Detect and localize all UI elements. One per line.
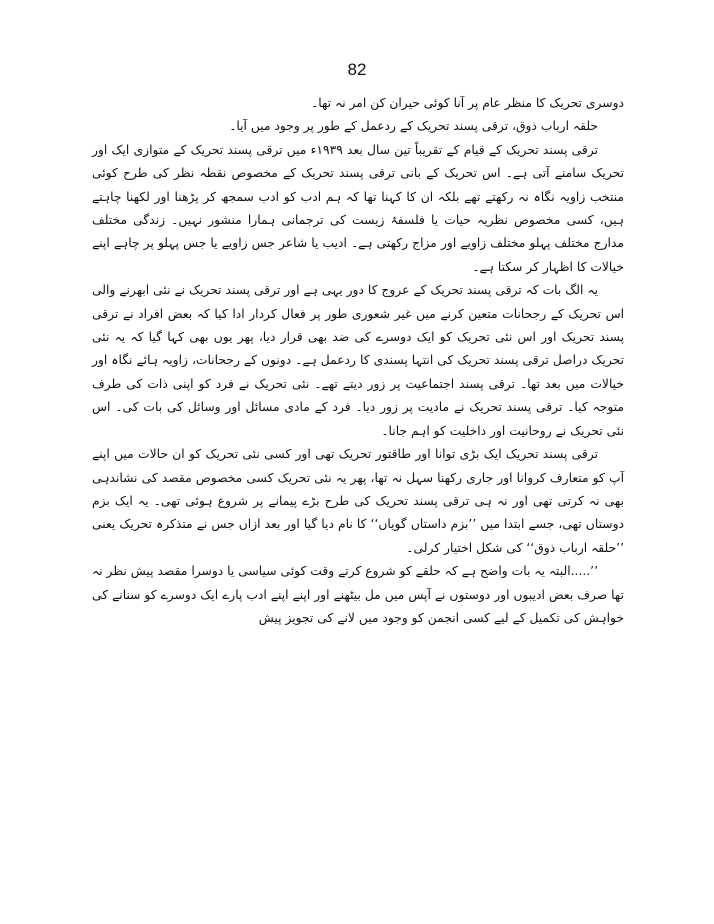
paragraph-2: حلقہ ارباب ذوق، ترقی پسند تحریک کے ردعمل کے طور پر وجود میں آیا۔ [229, 119, 598, 134]
paragraph-5: ترقی پسند تحریک ایک بڑی توانا اور طاقتور تحریک تھی اور کسی نئی تحریک کو ان حالات میں اپنے آپ کو متعارف کروانا اور جاری رکھنا سہل نہ تھا، پھر یہ نئی تحریک کسی مخصوص مقصد کی نشاندہی بھی نہ کرتی تھی اور نہ ہی ترقی پسند تحریک کی طرح بڑے پیمانے پر شروع ہوئی تھی۔ یہ ایک بزم دوستاں تھی، جسے ابتدا میں ’’بزم داستاں گویاں‘‘ کا نام دیا گیا اور بعد ازاں جس نے متذکرہ تحریک یعنی ’’حلقہ ارباب ذوق‘‘ کی شکل اختیار کرلی۔ [92, 447, 624, 555]
paragraph-6-quote: ’’.....البتہ یہ بات واضح ہے کہ حلقے کو شروع کرتے وقت کوئی سیاسی یا دوسرا مقصد پیش نظر نہ تھا صرف بعض ادیبوں اور دوستوں نے آپس میں مل بیٹھنے اور اپنے اپنے ادب پارے ایک دوسرے کو سنانے کی خواہش کی تکمیل کے لیے کسی انجمن کو وجود میں لانے کی تجویز پیش [92, 564, 624, 625]
body-text [92, 92, 624, 630]
paragraph-3: ترقی پسند تحریک کے قیام کے تقریباً تین سال بعد ۱۹۳۹ء میں ترقی پسند تحریک کے متوازی ایک اور تحریک سامنے آتی ہے۔ اس تحریک کے بانی ترقی پسند تحریک کے مخصوص نقطہ نظر کی طرح کوئی منتخب زاویہ نگاہ نہ رکھتے تھے بلکہ ان کا کہنا تھا کہ ہم ادب کو ادب سمجھ کر پڑھنا اور لکھنا چاہتے ہیں، کسی مخصوص نظریہ حیات یا فلسفۂ زیست کی ترجمانی ہمارا منشور نہیں۔ زندگی مختلف مدارج مختلف پہلو مختلف زاویے اور مزاج رکھتی ہے۔ ادیب یا شاعر جس زاویے یا جس پہلو پر چاہے اپنے خیالات کا اظہار کر سکتا ہے۔ [92, 142, 624, 274]
paragraph-4: یہ الگ بات کہ ترقی پسند تحریک کے عروج کا دور یہی ہے اور ترقی پسند تحریک نے نئی ابھرنے والی اس تحریک کے رجحانات متعین کرنے میں غیر شعوری طور پر فعال کردار ادا کیا کہ بعض افراد نے ترقی پسند تحریک اور اس نئی تحریک کو ایک دوسرے کی ضد بھی قرار دیا، پھر یوں بھی کہا گیا کہ یہ نئی تحریک دراصل ترقی پسند تحریک کی انتہا پسندی کا ردعمل ہے۔ دونوں کے رجحانات، زاویہ ہائے نگاہ اور خیالات میں بعد تھا۔ ترقی پسند اجتماعیت پر زور دیتے تھے۔ نئی تحریک نے فرد کو اپنی ذات کی طرف متوجہ کیا۔ ترقی پسند تحریک نے مادیت پر زور دیا۔ فرد کے مادی مسائل اور وسائل کی بات کی۔ اس نئی تحریک نے روحانیت اور داخلیت کو اہم جانا۔ [92, 283, 624, 438]
page-number: 82 [347, 60, 367, 79]
paragraph-1: دوسری تحریک کا منظر عام پر آنا کوئی حیران کن امر نہ تھا۔ [311, 96, 624, 110]
